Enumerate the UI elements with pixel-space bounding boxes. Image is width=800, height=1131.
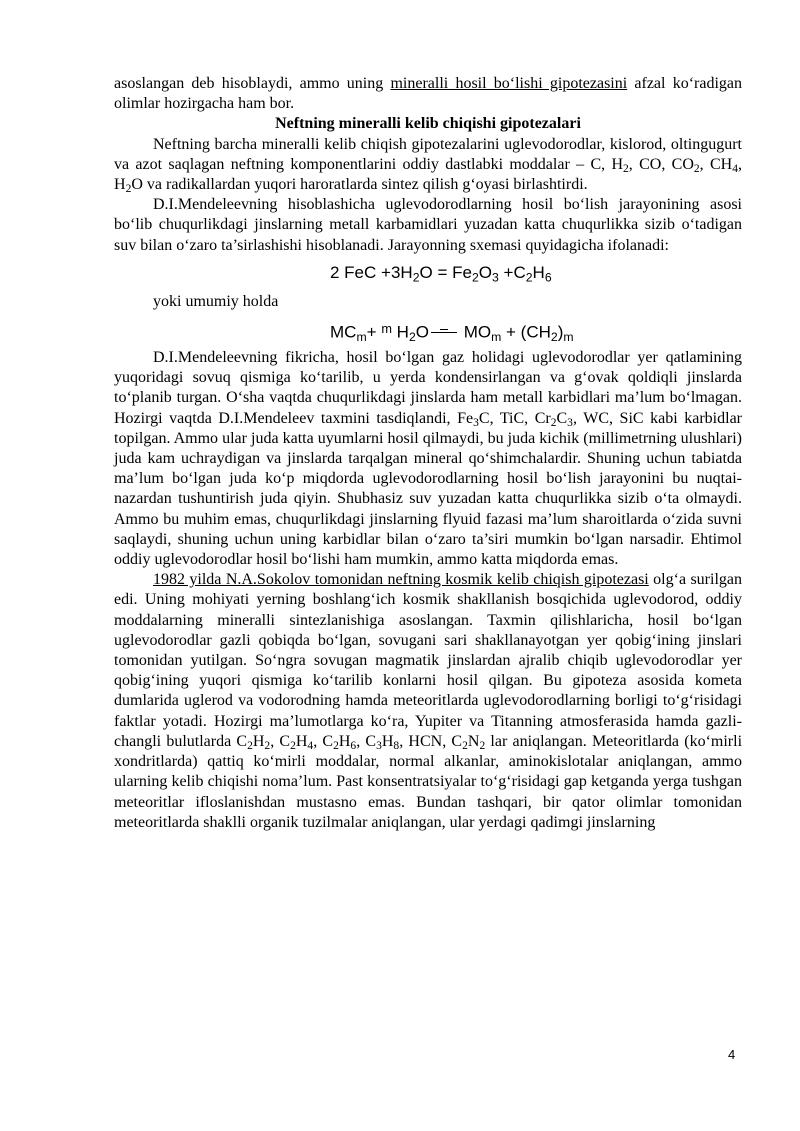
reaction-formula-1 [114, 262, 742, 284]
formula-part: MC [330, 322, 357, 342]
subscript: 2 [525, 270, 533, 285]
text: , HCN, C [399, 732, 463, 750]
p1-text-end: afzal ko‘radigan olimlar hozirgacha ham bor. [114, 75, 742, 113]
subscript: 2 [471, 270, 479, 285]
text: C [556, 409, 568, 427]
text: H [295, 732, 308, 750]
formula-part: MO [458, 322, 492, 342]
text: , CO, CO [628, 155, 694, 173]
subscript: 4 [732, 163, 738, 176]
text: Neftning barcha mineralli kelib chiqish gipotezalarini uglevodorodlar, kislorod, oltingugurt va azot saqlagan neftning komponentlarini oddiy dastlabki moddalar – C, H [114, 135, 742, 173]
formula-part: + (CH [501, 322, 551, 342]
subscript: 4 [307, 740, 314, 753]
formula-part: ) [557, 322, 564, 342]
paragraph-3: D.I.Mendeleevning hisoblashicha uglevodorodlarning hosil bo‘lish jarayonining asosi bo‘lib chuqurlikdagi jinslarning metall karbamidlari yuzadan katta chuqurlikka sizib o‘tadigan suv bilan o‘zaro ta’sirlashishi hisoblanadi. Jarayonning sxemasi quyidagicha ifolanadi: [114, 196, 742, 254]
document-page [114, 74, 742, 833]
subscript: 2 [550, 416, 557, 429]
text: D.I.Mendeleevning fikricha, hosil bo‘lgan gaz holidagi uglevodorodlar yer qatlamining yuqoridagi sovuq qismiga ko‘tarilib, u yerda kondensirlangan va g‘ovak qoldiqli jinslarda to‘planib turgan. O‘sha vaqtda chuqurlikdagi jinslarda ham metall karbidlari ma’lum bo‘lmagan. Hozirgi vaqtda D.I.Mendeleev taxmini tasdiqlandi, Fe [114, 349, 742, 427]
subscript: m [491, 329, 502, 344]
section-heading: Neftning mineralli kelib chiqishi gipotezalari [275, 115, 581, 133]
formula-part: O [415, 322, 429, 342]
text: olg‘a surilgan edi. Uning mohiyati yerning boshlang‘ich kosmik shakllanish bosqichida uglevodorod, oddiy moddalarning mineralli sintezlanishiga asoslangan. Taxmin qilishlaricha, hosil bo‘lgan uglevodorodlar gazli qobiqda bo‘lgan, sovugani sari shakllanayotgan yer qobig‘ining jinslari tomonidan yutilgan. So‘ngra sovugan magmatik jinslardan ajralib chiqib uglevodorodlar yer qobig‘ining yuqori qismiga ko‘tarilib konlarni hosil qilgan. Bu gipoteza asosida kometa dumlarida uglerod va vodorodning hamda meteoritlarda uglevodorodlarning borligi to‘g‘risidagi faktlar yotadi. Hozirgi ma’lumotlarga ko‘ra, Yupiter va Titanning atmosferasida hamda gazli-changli bulutlarda C [114, 571, 743, 750]
formula-part: O = Fe [419, 262, 472, 282]
paragraph-5 [114, 570, 742, 833]
paragraph-4 [114, 348, 742, 570]
subscript: 2 [479, 740, 486, 753]
text: , CH [699, 155, 733, 173]
text: N [467, 732, 480, 750]
text: , C [270, 732, 291, 750]
reaction-formula-2 [114, 318, 742, 344]
subscript: 2 [290, 740, 296, 753]
subscript: 2 [462, 740, 468, 753]
underlined-phrase: 1982 yilda N.A.Sokolov tomonidan neftning kosmik kelib chiqish gipotezasi [153, 571, 649, 589]
text: H [338, 732, 351, 750]
subscript: 2 [623, 163, 629, 176]
underlined-phrase: mineralli hosil bo‘lishi gipotezasini [390, 75, 628, 92]
formula-part: +C [498, 262, 526, 282]
subscript: 2 [408, 329, 416, 344]
text: , WC, SiC kabi karbidlar topilgan. Ammo ular juda katta uyumlarni hosil qilmaydi, bu juda kichik (millimetrning ulushlari) juda kam uchraydigan va jinslarda tarqalgan mineral qo‘shimchalardir. Shuning uchun tabiatda ma’lum bo‘lgan juda ko‘p miqdorda uglevodorodlarning hosil bo‘lish jarayonini bu nuqtai-nazardan tushuntirish juda qiyin. Shubhasiz suv yuzadan katta chuqurlikka sizib o‘ta olmaydi. Ammo bu muhim emas, chuqurlikdagi jinslarning flyuid fazasi ma’lum sharoitlarda o‘zida suvni saqlaydi, shuning uchun uning karbidlar bilan o‘zaro ta’siri mumkin bo‘lgan narsadir. Ehtimol oddiy uglevodorodlar hosil bo‘lishi ham mumkin, ammo katta miqdorda emas. [114, 409, 742, 569]
subscript: 2 [247, 740, 253, 753]
subscript: 2 [264, 740, 271, 753]
paragraph-2 [114, 135, 742, 196]
text: H [252, 732, 265, 750]
formula-part: H [391, 322, 409, 342]
text: , C [356, 732, 377, 750]
subscript: 6 [544, 270, 552, 285]
text: O va radikallardan yuqori haroratlarda sintez qilish g‘oyasi birlashtirdi. [131, 176, 588, 194]
subscript: 3 [567, 416, 573, 429]
subscript: 3 [491, 270, 499, 285]
text: , C [313, 732, 334, 750]
text: C, TiC, Cr [478, 409, 551, 427]
equilibrium-arrow-icon [431, 332, 457, 334]
formula-part: + [366, 322, 382, 342]
subscript: 2 [412, 270, 420, 285]
formula-part: O [478, 262, 492, 282]
text: , H [114, 155, 742, 194]
subscript: 8 [393, 740, 400, 753]
subscript: 6 [350, 740, 357, 753]
coefficient: m [381, 321, 392, 337]
subscript: m [563, 329, 574, 344]
paragraph-1 [114, 74, 742, 114]
subscript: 3 [473, 416, 479, 429]
subscript: 3 [376, 740, 382, 753]
formula-part: H [532, 262, 545, 282]
subscript: 2 [125, 183, 132, 196]
subscript: m [356, 329, 367, 344]
formula-part: 2 FeC +3H [330, 262, 413, 282]
p1-text: asoslangan deb hisoblaydi, ammo uning [114, 75, 391, 92]
subscript: 2 [550, 329, 558, 344]
text: H [381, 732, 394, 750]
subscript: 2 [693, 163, 700, 176]
text: lar aniqlangan. Meteoritlarda (ko‘mirli xondritlarda) qattiq ko‘mirli moddalar, normal alkanlar, aminokislotalar aniqlangan, ammo ularning kelib chiqishi noma’lum. Past konsentratsiyalar to‘g‘risidagi gap ketganda yerga tushgan meteoritlar ifloslanishdan mustasno emas. Bundan tashqari, bir qator olimlar tomonidan meteoritlarda shaklli organik tuzilmalar aniqlangan, ular yerdagi qadimgi jinslarning [114, 732, 743, 831]
subscript: 2 [333, 740, 339, 753]
page-number: 4 [728, 1047, 736, 1062]
paragraph-yoki: yoki umumiy holda [153, 292, 279, 310]
